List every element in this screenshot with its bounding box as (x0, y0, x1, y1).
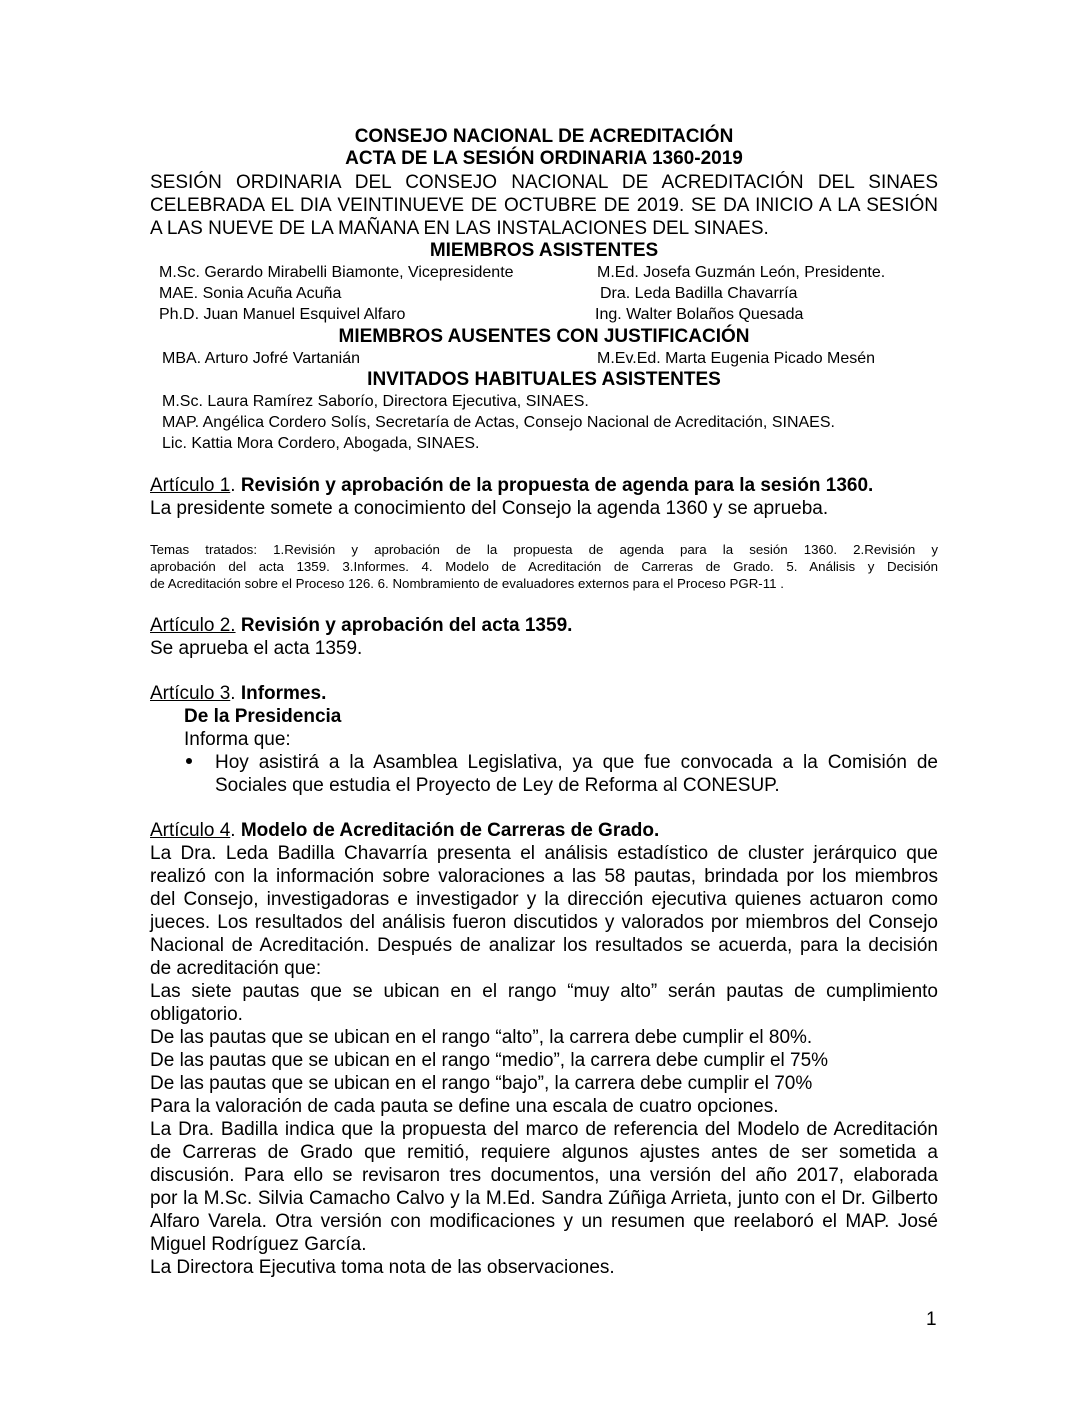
attendee-left-1: M.Sc. Gerardo Mirabelli Biamonte, Vicepresidente (159, 264, 514, 281)
art4-line: del Consejo, investigadoras e investigador y la dirección ejecutiva quienes actuaron como (150, 889, 938, 910)
article-3-label: Artículo 3 (150, 683, 231, 704)
attendee-left-3: Ph.D. Juan Manuel Esquivel Alfaro (159, 306, 406, 323)
article-1-body: La presidente somete a conocimiento del Consejo la agenda 1360 y se aprueba. (150, 498, 829, 519)
article-3-title: Informes. (240, 683, 327, 704)
intro-line-1: SESIÓN ORDINARIA DEL CONSEJO NACIONAL DE ACREDITACIÓN DEL SINAES (150, 172, 938, 193)
art4-line: De las pautas que se ubican en el rango “alto”, la carrera debe cumplir el 80%. (150, 1027, 813, 1048)
article-4-title: Modelo de Acreditación de Carreras de Grado. (240, 820, 660, 841)
art4-line: discusión. Para ello se revisaron tres documentos, una versión del año 2017, elaborada (150, 1165, 938, 1186)
art4-line: La Dra. Leda Badilla Chavarría presenta el análisis estadístico de cluster jerárquico que (150, 843, 938, 864)
article-2-title: Revisión y aprobación del acta 1359. (240, 615, 573, 636)
article-2-heading (150, 614, 572, 637)
article-2-body: Se aprueba el acta 1359. (150, 638, 363, 659)
attendee-right-2: Dra. Leda Badilla Chavarría (600, 285, 798, 302)
art4-line: Para la valoración de cada pauta se define una escala de cuatro opciones. (150, 1096, 779, 1117)
art4-line: de acreditación que: (150, 958, 322, 979)
guest-item: Lic. Kattia Mora Cordero, Abogada, SINAES. (162, 435, 480, 452)
article-1-heading: Artículo 1. Revisión y aprobación de la propuesta de agenda para la sesión 1360. (150, 475, 874, 496)
art4-line: Miguel Rodríguez García. (150, 1234, 367, 1255)
attendee-left-2: MAE. Sonia Acuña Acuña (159, 285, 342, 302)
art4-line: por la M.Sc. Silvia Camacho Calvo y la M.Ed. Sandra Zúñiga Arrieta, junto con el Dr. Gilberto (150, 1188, 938, 1209)
absent-right: M.Ev.Ed. Marta Eugenia Picado Mesén (597, 350, 876, 367)
art4-line: De las pautas que se ubican en el rango “medio”, la carrera debe cumplir el 75% (150, 1050, 829, 1071)
art4-line: La Directora Ejecutiva toma nota de las observaciones. (150, 1257, 615, 1278)
presidency-subheading: De la Presidencia (184, 706, 342, 727)
article-1-title: Revisión y aprobación de la propuesta de agenda para la sesión 1360. (240, 475, 874, 496)
page-number: 1 (926, 1309, 937, 1330)
article-1-label: Artículo 1 (150, 475, 231, 496)
absent-left: MBA. Arturo Jofré Vartanián (162, 350, 361, 367)
art4-line: De las pautas que se ubican en el rango “bajo”, la carrera debe cumplir el 70% (150, 1073, 813, 1094)
art4-line: Nacional de Acreditación. Después de analizar los resultados se acuerda, para la decisión (150, 935, 938, 956)
attendees-heading: MIEMBROS ASISTENTES (429, 240, 659, 261)
article-3-heading: Artículo 3. Informes. (150, 683, 327, 704)
intro-line-3: A LAS NUEVE DE LA MAÑANA EN LAS INSTALACIONES DEL SINAES. (150, 218, 769, 239)
topics-line-3: de Acreditación sobre el Proceso 126. 6. Nombramiento de evaluadores externos para el Proceso PGR-11 . (150, 576, 784, 591)
guest-item: MAP. Angélica Cordero Solís, Secretaría de Actas, Consejo Nacional de Acreditación, SINAES. (162, 414, 835, 431)
informa-label: Informa que: (184, 729, 291, 750)
bullet-line-1: Hoy asistirá a la Asamblea Legislativa, ya que fue convocada a la Comisión de (215, 752, 938, 773)
bullet-line-2: Sociales que estudia el Proyecto de Ley de Reforma al CONESUP. (215, 775, 780, 796)
intro-line-2: CELEBRADA EL DIA VEINTINUEVE DE OCTUBRE DE 2019. SE DA INICIO A LA SESIÓN (150, 195, 938, 216)
art4-line: de Carreras de Grado que remitió, requiere algunos ajustes antes de ser sometida a (150, 1142, 938, 1163)
article-2-label: Artículo 2. (150, 615, 236, 636)
art4-line: Las siete pautas que se ubican en el rango “muy alto” serán pautas de cumplimiento (150, 981, 938, 1002)
art4-line: obligatorio. (150, 1004, 243, 1025)
guests-heading: INVITADOS HABITUALES ASISTENTES (367, 369, 721, 390)
art4-line: La Dra. Badilla indica que la propuesta del marco de referencia del Modelo de Acreditación (150, 1119, 938, 1140)
art4-line: jueces. Los resultados del análisis fueron discutidos y valorados por miembros del Consejo (150, 912, 938, 933)
absent-heading: MIEMBROS AUSENTES CON JUSTIFICACIÓN (338, 326, 750, 347)
guest-item: M.Sc. Laura Ramírez Saborío, Directora Ejecutiva, SINAES. (162, 393, 589, 410)
article-4-label: Artículo 4 (150, 820, 231, 841)
topics-line-1: Temas tratados: 1.Revisión y aprobación de la propuesta de agenda para la sesión 1360. 2.Revisión y (150, 542, 938, 557)
bullet-icon (186, 758, 192, 764)
art4-line: realizó con la información sobre valoraciones a las 58 pautas, brindada por los miembros (150, 866, 938, 887)
art4-line: Alfaro Varela. Otra versión con modificaciones y un resumen que reelaboró el MAP. José (150, 1211, 938, 1232)
attendee-right-1: M.Ed. Josefa Guzmán León, Presidente. (597, 264, 886, 281)
topics-line-2: aprobación del acta 1359. 3.Informes. 4. Modelo de Acreditación de Carreras de Grado. 5. Análisis y Decisión (150, 559, 938, 574)
attendee-right-3: Ing. Walter Bolaños Quesada (595, 306, 804, 323)
session-title: ACTA DE LA SESIÓN ORDINARIA 1360-2019 (345, 148, 743, 169)
article-4-heading: Artículo 4. Modelo de Acreditación de Carreras de Grado. (150, 820, 660, 841)
council-title: CONSEJO NACIONAL DE ACREDITACIÓN (354, 126, 734, 147)
